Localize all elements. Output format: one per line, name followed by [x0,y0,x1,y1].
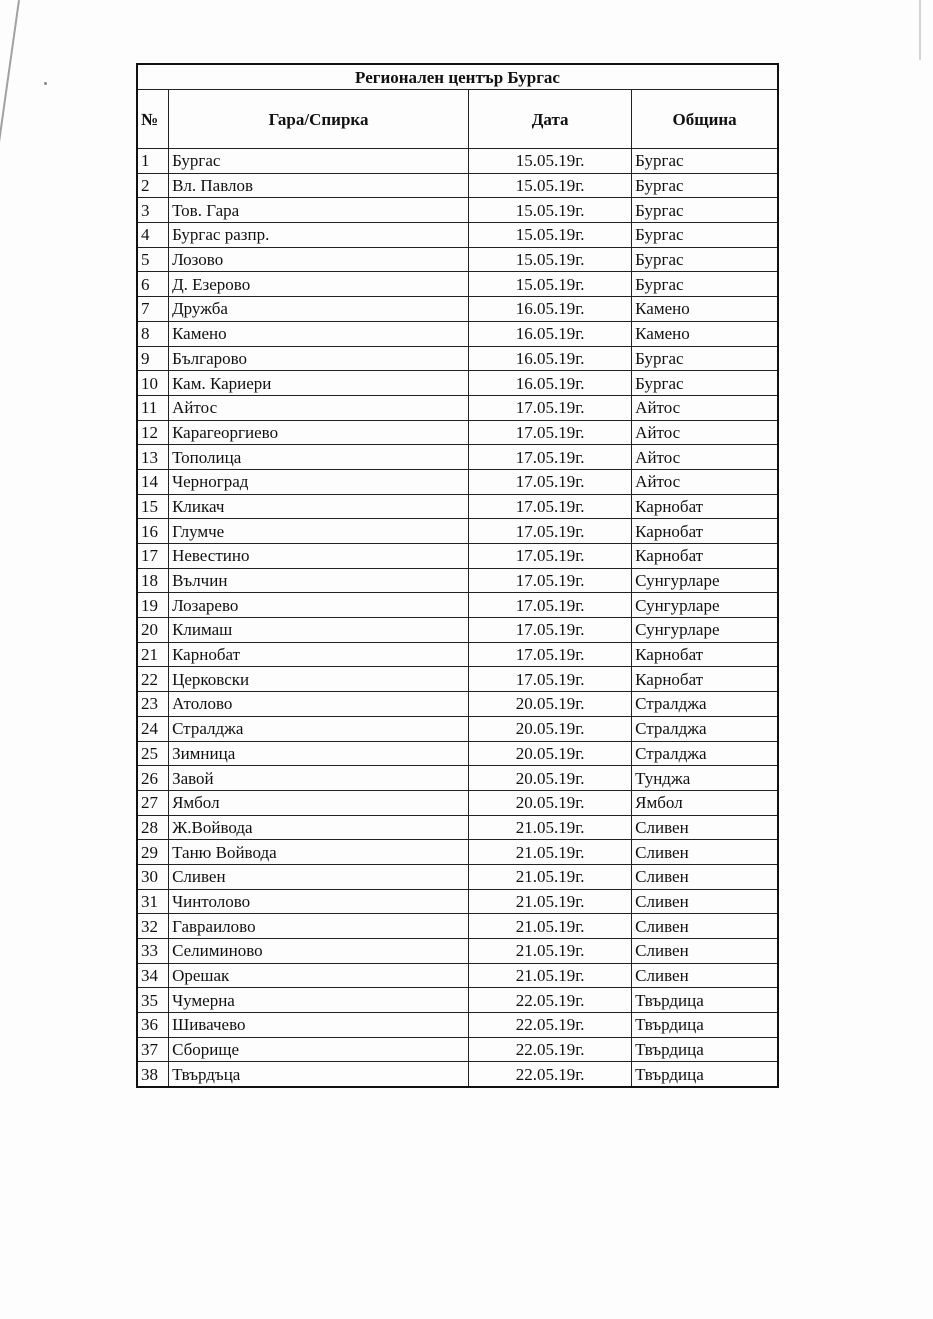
station-name: Стралджа [169,716,469,741]
municipality-name: Сливен [632,889,778,914]
station-name: Орешак [169,963,469,988]
visit-date: 15.05.19г. [469,149,632,174]
municipality-name: Твърдица [632,988,778,1013]
row-number: 33 [137,939,169,964]
row-number: 36 [137,1013,169,1038]
table-title: Регионален център Бургас [137,64,778,90]
station-name: Завой [169,766,469,791]
station-name: Твърдъца [169,1062,469,1087]
municipality-name: Стралджа [632,741,778,766]
row-number: 37 [137,1037,169,1062]
station-name: Гавраилово [169,914,469,939]
station-name: Тов. Гара [169,198,469,223]
station-name: Сливен [169,864,469,889]
municipality-name: Бургас [632,346,778,371]
row-number: 24 [137,716,169,741]
table-row [137,469,778,494]
station-name: Глумче [169,519,469,544]
table-row [137,815,778,840]
visit-date: 15.05.19г. [469,272,632,297]
visit-date: 21.05.19г. [469,815,632,840]
table-row [137,840,778,865]
municipality-name: Карнобат [632,494,778,519]
table-row [137,939,778,964]
visit-date: 17.05.19г. [469,642,632,667]
station-name: Бургас разпр. [169,223,469,248]
row-number: 2 [137,173,169,198]
schedule-table [136,63,779,1088]
row-number: 8 [137,321,169,346]
table-row [137,371,778,396]
table-row [137,568,778,593]
visit-date: 17.05.19г. [469,420,632,445]
station-name: Карагеоргиево [169,420,469,445]
municipality-name: Бургас [632,223,778,248]
table-row [137,914,778,939]
station-name: Чумерна [169,988,469,1013]
municipality-name: Бургас [632,272,778,297]
scan-dot-mark [44,82,47,85]
municipality-name: Ямбол [632,790,778,815]
municipality-name: Бургас [632,371,778,396]
municipality-name: Стралджа [632,716,778,741]
station-name: Черноград [169,469,469,494]
station-name: Ямбол [169,790,469,815]
visit-date: 17.05.19г. [469,469,632,494]
municipality-name: Карнобат [632,544,778,569]
visit-date: 21.05.19г. [469,864,632,889]
municipality-name: Сунгурларе [632,593,778,618]
visit-date: 17.05.19г. [469,568,632,593]
municipality-name: Айтос [632,395,778,420]
visit-date: 20.05.19г. [469,716,632,741]
row-number: 23 [137,692,169,717]
header-date: Дата [469,90,632,149]
visit-date: 21.05.19г. [469,840,632,865]
table-row [137,864,778,889]
scan-edge-mark [0,0,20,149]
row-number: 10 [137,371,169,396]
row-number: 38 [137,1062,169,1087]
station-name: Сборище [169,1037,469,1062]
visit-date: 21.05.19г. [469,963,632,988]
station-name: Таню Войвода [169,840,469,865]
municipality-name: Сливен [632,840,778,865]
municipality-name: Айтос [632,420,778,445]
station-name: Лозово [169,247,469,272]
row-number: 29 [137,840,169,865]
station-name: Климаш [169,618,469,643]
table-row [137,889,778,914]
table-row [137,1037,778,1062]
table-row [137,544,778,569]
station-name: Кам. Кариери [169,371,469,396]
row-number: 21 [137,642,169,667]
municipality-name: Твърдица [632,1013,778,1038]
row-number: 15 [137,494,169,519]
table-body [137,149,778,1088]
table-row [137,716,778,741]
visit-date: 22.05.19г. [469,1062,632,1087]
visit-date: 17.05.19г. [469,593,632,618]
row-number: 20 [137,618,169,643]
station-name: Невестино [169,544,469,569]
municipality-name: Стралджа [632,692,778,717]
station-name: Церковски [169,667,469,692]
station-name: Карнобат [169,642,469,667]
visit-date: 17.05.19г. [469,544,632,569]
header-municipality: Община [632,90,778,149]
table-row [137,272,778,297]
visit-date: 22.05.19г. [469,1037,632,1062]
municipality-name: Сливен [632,864,778,889]
municipality-name: Айтос [632,445,778,470]
station-name: Бургас [169,149,469,174]
table-row [137,297,778,322]
visit-date: 15.05.19г. [469,198,632,223]
row-number: 25 [137,741,169,766]
visit-date: 20.05.19г. [469,741,632,766]
visit-date: 22.05.19г. [469,988,632,1013]
row-number: 27 [137,790,169,815]
visit-date: 17.05.19г. [469,667,632,692]
table-row [137,766,778,791]
station-name: Кликач [169,494,469,519]
row-number: 7 [137,297,169,322]
visit-date: 17.05.19г. [469,445,632,470]
visit-date: 15.05.19г. [469,173,632,198]
table-row [137,445,778,470]
visit-date: 21.05.19г. [469,939,632,964]
table-row [137,988,778,1013]
row-number: 1 [137,149,169,174]
row-number: 5 [137,247,169,272]
row-number: 14 [137,469,169,494]
row-number: 12 [137,420,169,445]
municipality-name: Тунджа [632,766,778,791]
table-row [137,642,778,667]
visit-date: 20.05.19г. [469,692,632,717]
municipality-name: Сливен [632,815,778,840]
station-name: Вълчин [169,568,469,593]
table-row [137,173,778,198]
visit-date: 15.05.19г. [469,247,632,272]
table-row [137,346,778,371]
municipality-name: Сливен [632,939,778,964]
table-row [137,519,778,544]
row-number: 35 [137,988,169,1013]
table-row [137,741,778,766]
station-name: Вл. Павлов [169,173,469,198]
municipality-name: Карнобат [632,519,778,544]
visit-date: 22.05.19г. [469,1013,632,1038]
municipality-name: Бургас [632,247,778,272]
table-row [137,618,778,643]
municipality-name: Бургас [632,149,778,174]
station-name: Ж.Войвода [169,815,469,840]
station-name: Чинтолово [169,889,469,914]
table-row [137,1013,778,1038]
station-name: Д. Езерово [169,272,469,297]
row-number: 17 [137,544,169,569]
visit-date: 17.05.19г. [469,618,632,643]
row-number: 3 [137,198,169,223]
visit-date: 20.05.19г. [469,766,632,791]
station-name: Атолово [169,692,469,717]
table-row [137,247,778,272]
municipality-name: Сливен [632,914,778,939]
visit-date: 15.05.19г. [469,223,632,248]
row-number: 31 [137,889,169,914]
visit-date: 17.05.19г. [469,395,632,420]
municipality-name: Бургас [632,173,778,198]
municipality-name: Карнобат [632,667,778,692]
header-num: № [137,90,169,149]
municipality-name: Камено [632,297,778,322]
row-number: 19 [137,593,169,618]
row-number: 9 [137,346,169,371]
station-name: Българово [169,346,469,371]
visit-date: 21.05.19г. [469,914,632,939]
station-name: Тополица [169,445,469,470]
row-number: 30 [137,864,169,889]
table-row [137,790,778,815]
row-number: 4 [137,223,169,248]
station-name: Камено [169,321,469,346]
municipality-name: Твърдица [632,1062,778,1087]
row-number: 22 [137,667,169,692]
table-row [137,593,778,618]
station-name: Селиминово [169,939,469,964]
visit-date: 17.05.19г. [469,494,632,519]
table-row [137,692,778,717]
row-number: 11 [137,395,169,420]
table-row [137,321,778,346]
municipality-name: Камено [632,321,778,346]
station-name: Лозарево [169,593,469,618]
table-title-row [137,64,778,90]
municipality-name: Бургас [632,198,778,223]
municipality-name: Сунгурларе [632,618,778,643]
row-number: 34 [137,963,169,988]
table-row [137,149,778,174]
scan-edge-mark-right [919,0,921,60]
visit-date: 16.05.19г. [469,321,632,346]
visit-date: 16.05.19г. [469,346,632,371]
table-row [137,198,778,223]
municipality-name: Твърдица [632,1037,778,1062]
visit-date: 17.05.19г. [469,519,632,544]
station-name: Айтос [169,395,469,420]
row-number: 18 [137,568,169,593]
municipality-name: Сливен [632,963,778,988]
municipality-name: Сунгурларе [632,568,778,593]
table-row [137,963,778,988]
municipality-name: Карнобат [632,642,778,667]
row-number: 28 [137,815,169,840]
station-name: Дружба [169,297,469,322]
station-name: Зимница [169,741,469,766]
row-number: 26 [137,766,169,791]
row-number: 16 [137,519,169,544]
table-row [137,494,778,519]
visit-date: 16.05.19г. [469,297,632,322]
table-row [137,223,778,248]
municipality-name: Айтос [632,469,778,494]
visit-date: 21.05.19г. [469,889,632,914]
row-number: 32 [137,914,169,939]
row-number: 6 [137,272,169,297]
visit-date: 20.05.19г. [469,790,632,815]
header-station: Гара/Спирка [169,90,469,149]
table-header-row [137,90,778,149]
table-row [137,420,778,445]
table-row [137,1062,778,1087]
station-name: Шивачево [169,1013,469,1038]
visit-date: 16.05.19г. [469,371,632,396]
table-row [137,395,778,420]
row-number: 13 [137,445,169,470]
table-row [137,667,778,692]
